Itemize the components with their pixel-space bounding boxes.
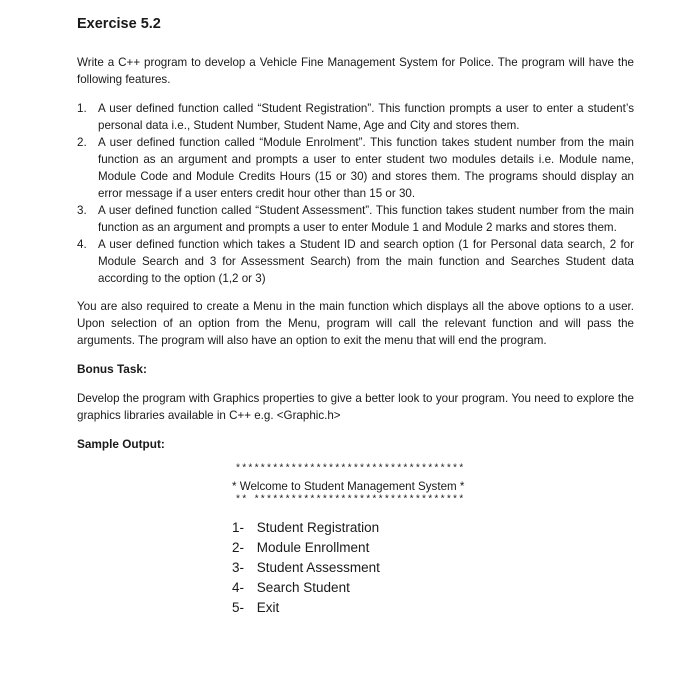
menu-item-label: Module Enrollment [256,540,370,555]
bonus-heading: Bonus Task: [77,362,147,376]
menu-item [232,558,492,578]
sample-output-heading: Sample Output: [77,437,165,451]
menu-item [232,598,492,618]
welcome-banner: * Welcome to Student Management System * [232,480,465,493]
menu-item-label: Search Student [256,580,350,595]
features-list [77,100,634,287]
feature-number: 4. [77,238,87,251]
feature-text: A user defined function which takes a Student ID and search option (1 for Personal data search, 2 for Module Search and 3 for Assessment Search) from the main function and Searches Student data according to the option (1,2 or 3) [98,238,634,285]
feature-text: A user defined function called “Module Enrolment”. This function takes student number from the main function as an argument and prompts a user to enter student two modules details i.e. Module name, Module Code and Module Credits Hours (15 or 30) and stores them. The programs should display an error message if a user enters credit hour other than 15 or 30. [98,136,634,200]
menu-item-label: Student Registration [256,520,380,535]
menu-paragraph: You are also required to create a Menu in the main function which displays all the above options to a user. Upon selection of an option from the Menu, program will call the relevant function and will pass the arguments. The program will also have an option to exit the menu that will end the program. [77,300,634,347]
feature-item [77,100,634,134]
menu-item-number: 5- [232,600,245,615]
stars-bottom-border: ** ********************************** [235,495,465,506]
menu-item-label: Exit [256,600,280,615]
feature-text: A user defined function called “Student Registration”. This function prompts a user to enter a student’s personal data i.e., Student Number, Student Name, Age and City and stores them. [98,102,634,132]
menu-item [232,578,492,598]
intro-paragraph: Write a C++ program to develop a Vehicle Fine Management System for Police. The program will have the following features. [77,56,634,86]
menu-item-number: 3- [232,560,245,575]
sample-menu [232,518,492,618]
menu-item-label: Student Assessment [256,560,380,575]
exercise-title: Exercise 5.2 [77,16,161,32]
menu-item [232,538,492,558]
feature-text: A user defined function called “Student Assessment”. This function takes student number from the main function as an argument and prompts a user to enter Module 1 and Module 2 marks and stores them. [98,204,634,234]
menu-item-number: 4- [232,580,245,595]
feature-item [77,134,634,202]
feature-number: 1. [77,102,87,115]
menu-item [232,518,492,538]
menu-item-number: 2- [232,540,245,555]
menu-item-number: 1- [232,520,245,535]
feature-number: 2. [77,136,87,149]
feature-number: 3. [77,204,87,217]
feature-item [77,236,634,287]
feature-item [77,202,634,236]
sample-output [232,465,492,618]
stars-top-border: ************************************* [235,464,465,475]
bonus-paragraph: Develop the program with Graphics properties to give a better look to your program. You need to explore the graphics libraries available in C++ e.g. <Graphic.h> [77,392,634,422]
